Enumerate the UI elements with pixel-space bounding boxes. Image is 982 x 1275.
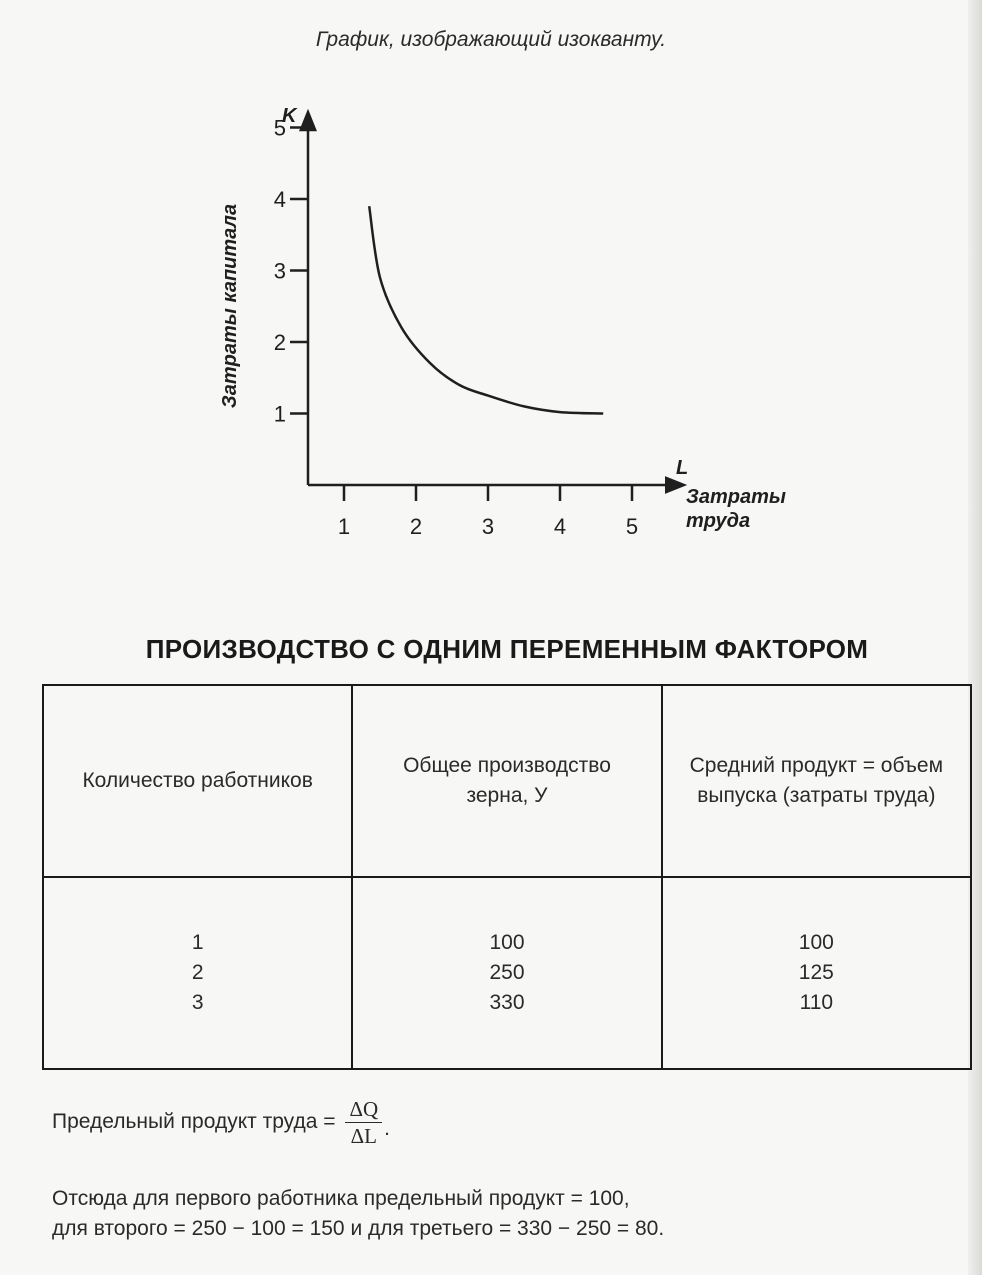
chart-caption: График, изображающий изокванту. <box>315 28 667 51</box>
table-header-row <box>43 685 971 877</box>
conclusion-line-1: Отсюда для первого работника предельный продукт = 100, <box>52 1187 630 1210</box>
marginal-product-formula <box>52 1092 390 1152</box>
production-table <box>42 684 972 1070</box>
x-tick-label-2: 2 <box>409 514 423 539</box>
y-tick-label-4: 4 <box>273 187 286 212</box>
workers-cell: 1 2 3 <box>43 877 352 1069</box>
total-production-cell: 100 250 330 <box>352 877 661 1069</box>
formula-period: . <box>384 1117 390 1140</box>
x-axis-letter: L <box>676 457 689 479</box>
section-title: ПРОИЗВОДСТВО С ОДНИМ ПЕРЕМЕННЫМ ФАКТОРОМ <box>145 634 869 664</box>
formula-fraction <box>345 1096 382 1149</box>
header-total-production: Общее производство зерна, У <box>352 685 661 877</box>
x-tick-label-5: 5 <box>625 514 639 539</box>
isoquant-chart <box>0 0 982 600</box>
x-axis-label-line2: труда <box>686 510 751 532</box>
table-row <box>43 877 971 1069</box>
x-tick-label-3: 3 <box>481 514 495 539</box>
y-axis-letter: K <box>282 105 297 127</box>
conclusion-line-2: для второго = 250 − 100 = 150 и для третьего = 330 − 250 = 80. <box>52 1217 665 1240</box>
formula-denominator: ΔL <box>350 1123 377 1148</box>
conclusion-text <box>52 1184 664 1244</box>
isoquant-curve <box>369 206 603 413</box>
header-average-product: Средний продукт = объем выпуска (затраты труда) <box>662 685 971 877</box>
average-product-cell: 100 125 110 <box>662 877 971 1069</box>
y-tick-label-5: 5 <box>273 115 286 141</box>
y-axis-label: Затраты капитала <box>219 203 241 409</box>
formula-label: Предельный продукт труда = <box>52 1110 336 1133</box>
x-tick-label-1: 1 <box>337 514 351 539</box>
y-tick-label-1: 1 <box>273 401 286 427</box>
header-workers: Количество работников <box>43 685 352 877</box>
formula-numerator: ΔQ <box>345 1096 382 1123</box>
y-tick-label-2: 2 <box>273 330 286 355</box>
x-tick-label-4: 4 <box>553 514 567 539</box>
x-axis-label-line1: Затраты <box>686 486 786 508</box>
y-tick-label-3: 3 <box>273 258 286 284</box>
